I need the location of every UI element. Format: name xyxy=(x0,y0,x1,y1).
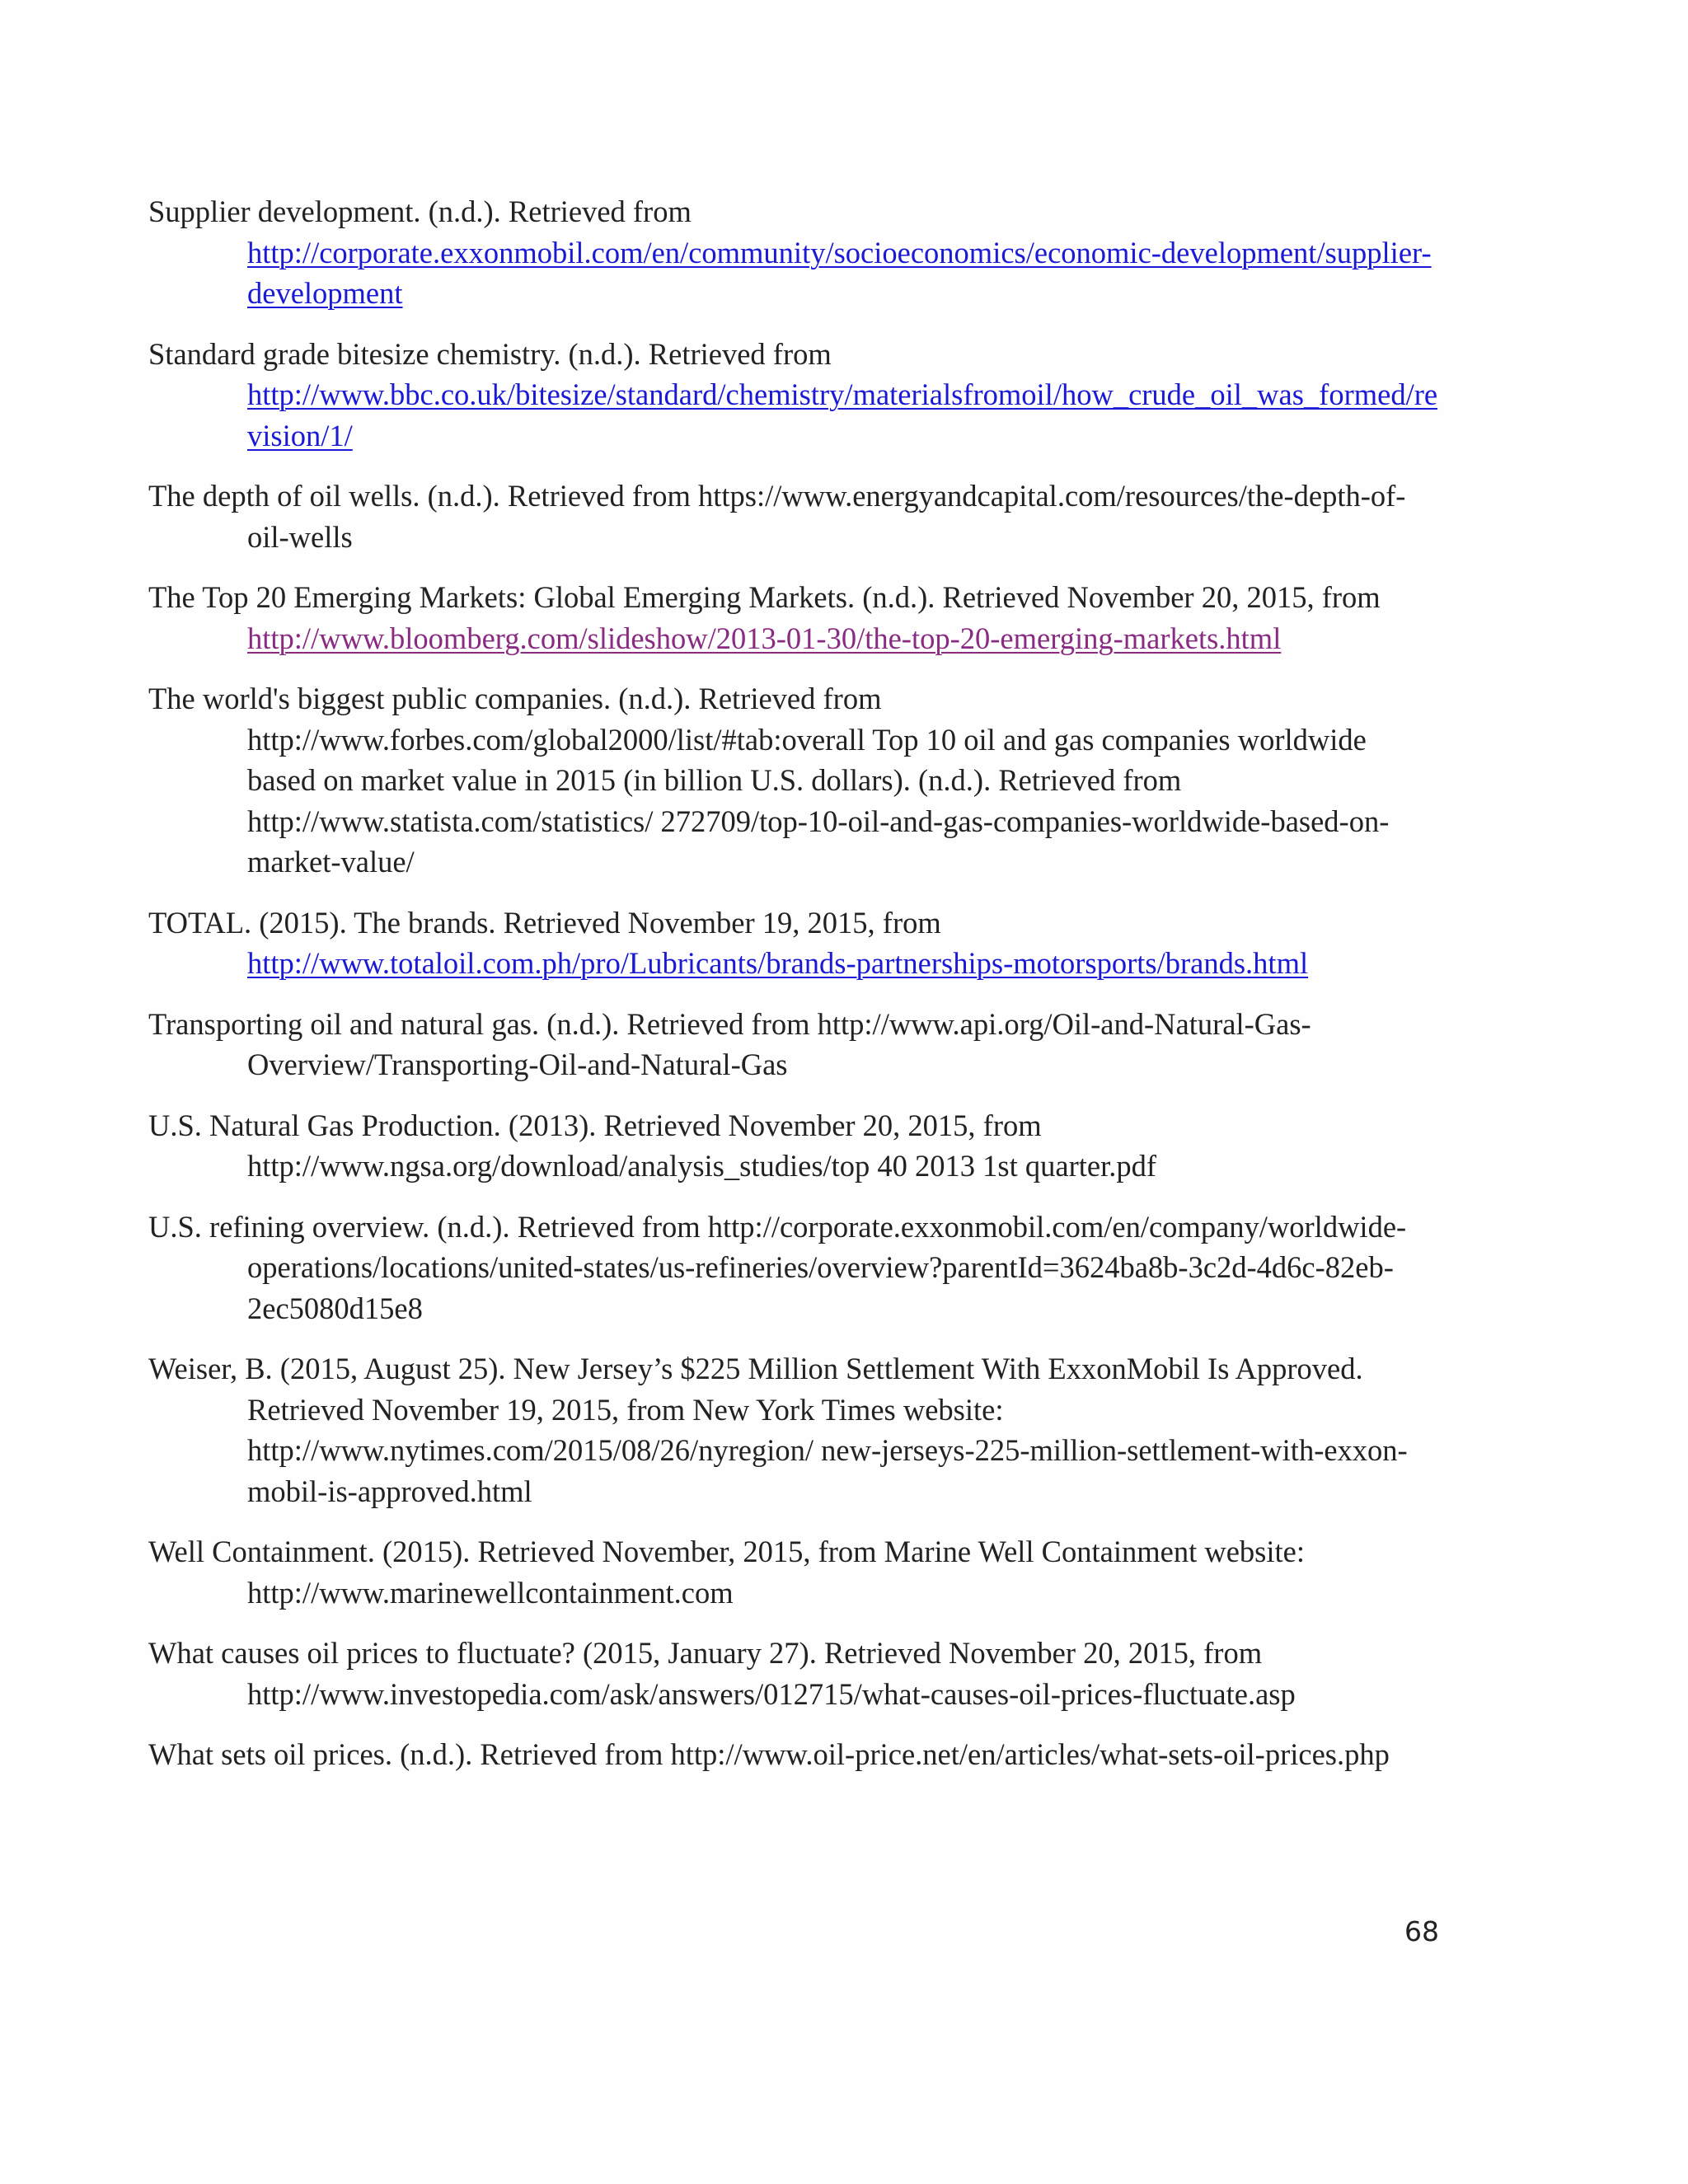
reference-text: The world's biggest public companies. (n.d.). Retrieved from http://www.forbes.com/global2000/list/#tab:overall Top 10 oil and gas companies worldwide based on market value in 2015 (in billion U.S. dollars). (n.d.). Retrieved from http://www.statista.com/statistics/ 272709/top-10-oil-and-gas-companies-worldwide-based-on-market-value/ xyxy=(148,682,1390,879)
reference-entry xyxy=(148,1531,1439,1613)
reference-text: The Top 20 Emerging Markets: Global Emerging Markets. (n.d.). Retrieved November 20, 2015, from xyxy=(148,580,1381,614)
reference-link[interactable]: http://www.bbc.co.uk/bitesize/standard/chemistry/materialsfromoil/how_crude_oil_was_formed/revision/1/ xyxy=(247,377,1438,452)
reference-link[interactable]: http://corporate.exxonmobil.com/en/community/socioeconomics/economic-development/supplier-development xyxy=(247,235,1432,310)
reference-entry xyxy=(148,577,1439,658)
reference-entry xyxy=(148,1348,1439,1511)
reference-text: Supplier development. (n.d.). Retrieved from xyxy=(148,194,692,228)
reference-entry xyxy=(148,1105,1439,1187)
reference-text: Standard grade bitesize chemistry. (n.d.). Retrieved from xyxy=(148,336,832,371)
reference-entry xyxy=(148,334,1439,457)
reference-entry xyxy=(148,1734,1439,1775)
reference-entry xyxy=(148,1004,1439,1085)
reference-entry xyxy=(148,191,1439,314)
reference-text: U.S. Natural Gas Production. (2013). Retrieved November 20, 2015, from http://www.ngsa.org/download/analysis_studies/top 40 2013 1st quarter.pdf xyxy=(148,1108,1157,1183)
reference-entry xyxy=(148,476,1439,557)
reference-text: TOTAL. (2015). The brands. Retrieved November 19, 2015, from xyxy=(148,905,941,940)
reference-entry xyxy=(148,678,1439,883)
reference-text: What sets oil prices. (n.d.). Retrieved from http://www.oil-price.net/en/articles/what-sets-oil-prices.php xyxy=(148,1737,1390,1771)
reference-entry xyxy=(148,1207,1439,1329)
reference-list xyxy=(148,191,1439,1795)
reference-text: U.S. refining overview. (n.d.). Retrieved from http://corporate.exxonmobil.com/en/company/worldwide-operations/locations/united-states/us-refineries/overview?parentId=3624ba8b-3c2d-4d6c-82eb-2ec5080d15e8 xyxy=(148,1209,1407,1325)
reference-text: The depth of oil wells. (n.d.). Retrieved from https://www.energyandcapital.com/resources/the-depth-of-oil-wells xyxy=(148,479,1406,554)
reference-link[interactable]: http://www.totaloil.com.ph/pro/Lubricants/brands-partnerships-motorsports/brands.html xyxy=(247,946,1309,980)
page-number: 68 xyxy=(1404,1915,1439,1947)
reference-entry xyxy=(148,1633,1439,1714)
reference-text: Weiser, B. (2015, August 25). New Jersey’s $225 Million Settlement With ExxonMobil Is Approved. Retrieved November 19, 2015, from New York Times website: http://www.nytimes.com/2015/08/26/nyregion/ new-jerseys-225-million-settlement-with-exxon-mobil-is-approved.html xyxy=(148,1352,1408,1508)
reference-text: Well Containment. (2015). Retrieved November, 2015, from Marine Well Containment website: http://www.marinewellcontainment.com xyxy=(148,1535,1306,1610)
reference-link[interactable]: http://www.bloomberg.com/slideshow/2013-01-30/the-top-20-emerging-markets.html xyxy=(247,621,1282,655)
reference-text: Transporting oil and natural gas. (n.d.). Retrieved from http://www.api.org/Oil-and-Natural-Gas-Overview/Transporting-Oil-and-Natural-Gas xyxy=(148,1006,1311,1081)
reference-entry xyxy=(148,902,1439,984)
reference-text: What causes oil prices to fluctuate? (2015, January 27). Retrieved November 20, 2015, from http://www.investopedia.com/ask/answers/012715/what-causes-oil-prices-fluctuate.asp xyxy=(148,1636,1296,1711)
